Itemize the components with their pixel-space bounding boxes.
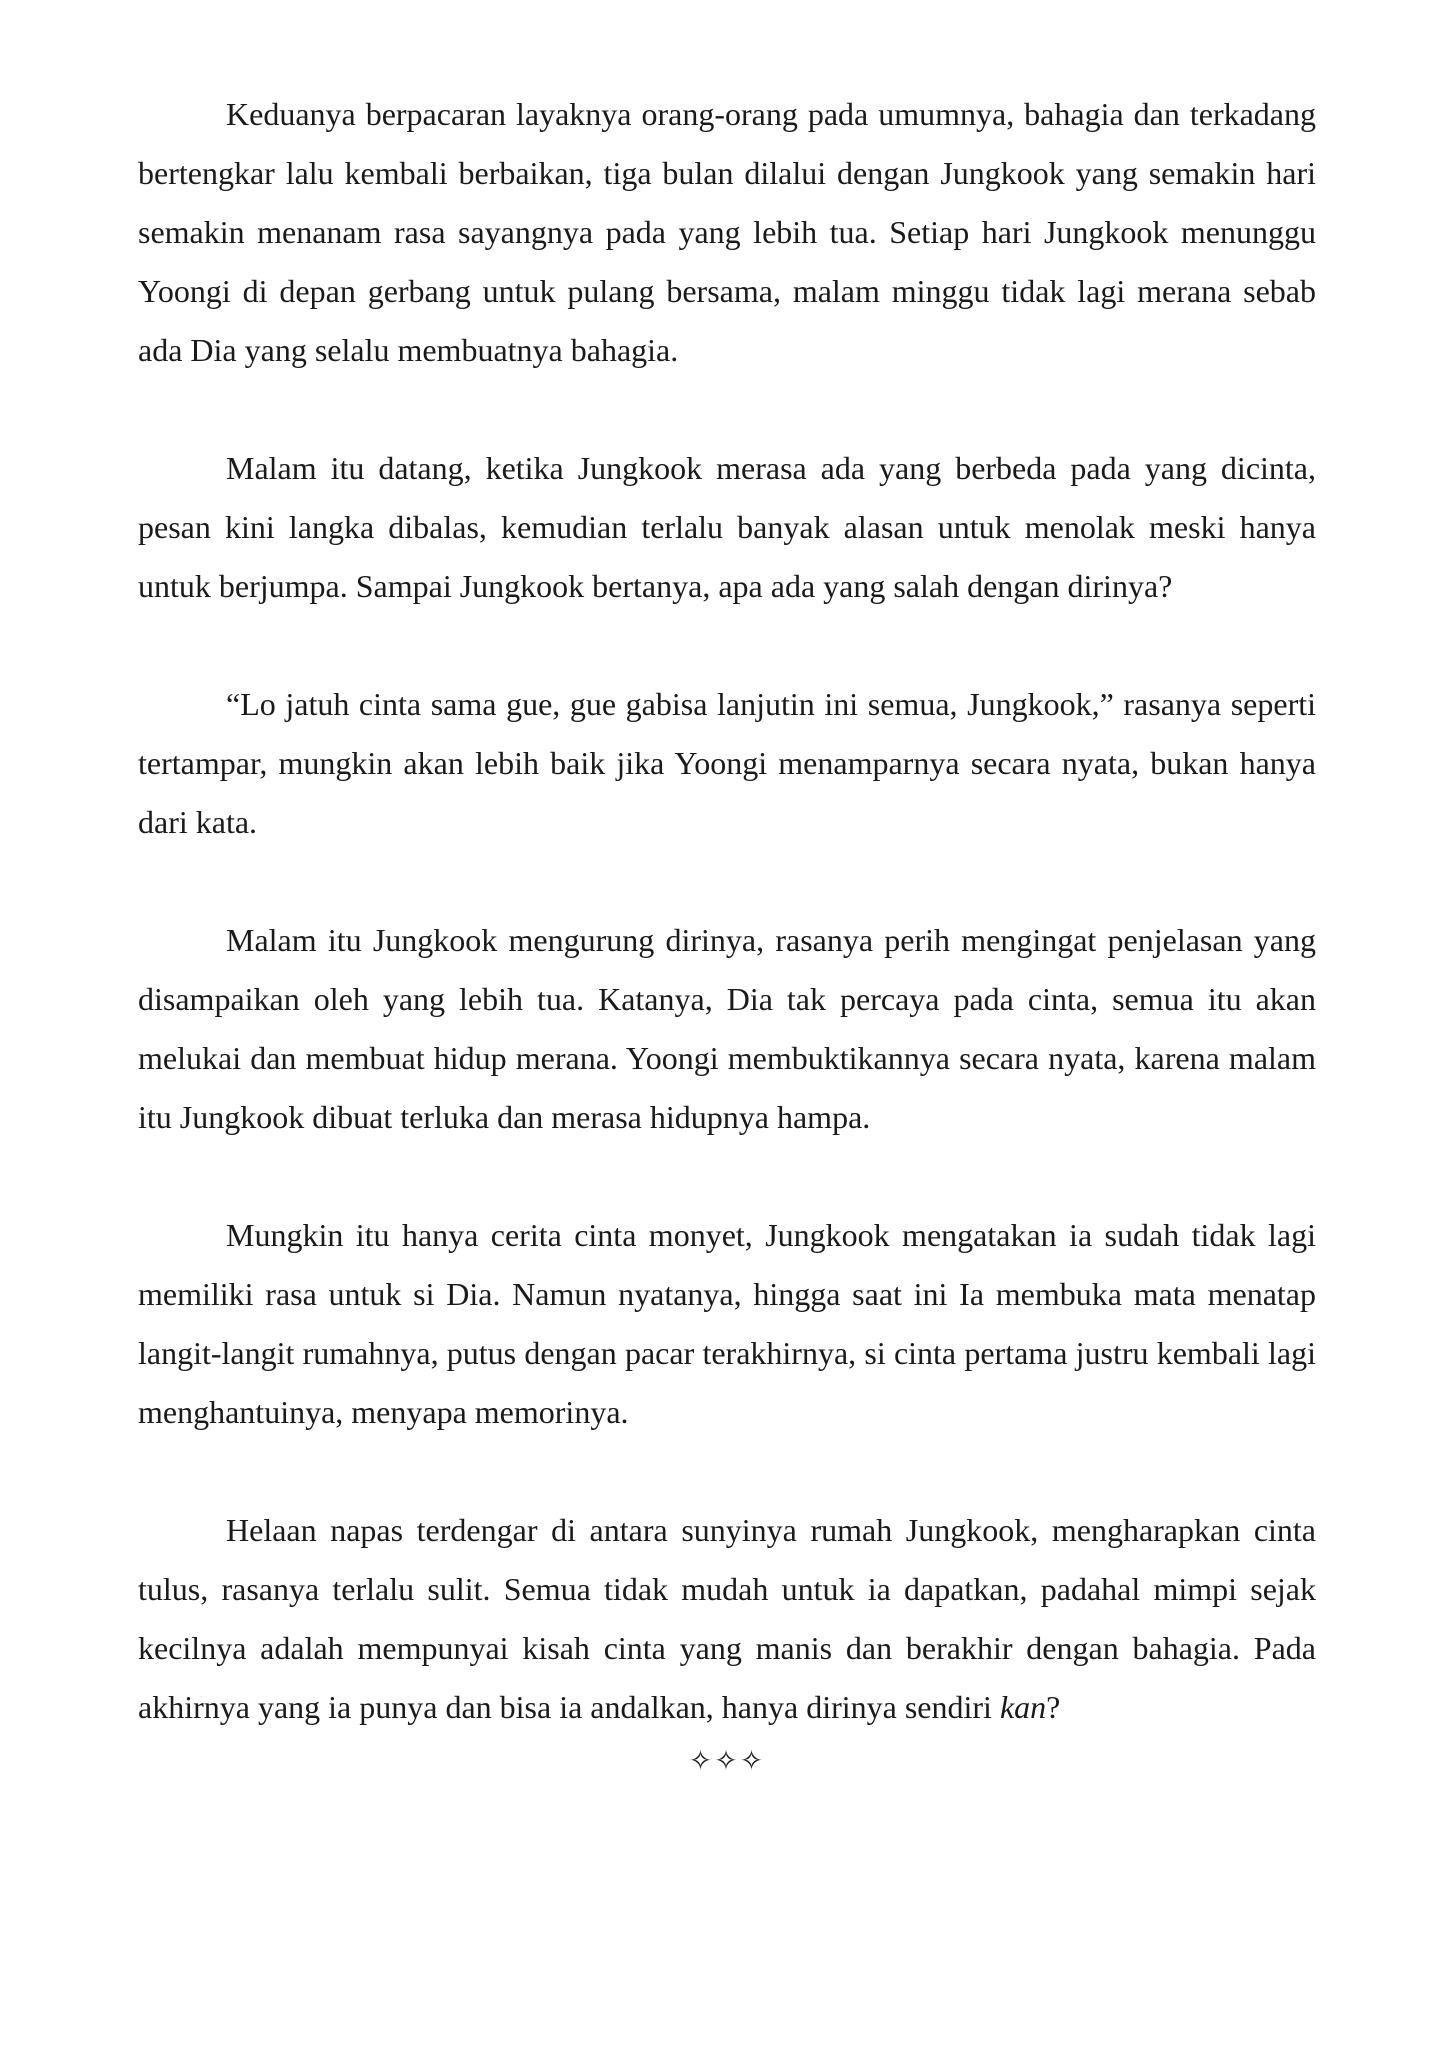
paragraph-1: Keduanya berpacaran layaknya orang-orang pada umumnya, bahagia dan terkadang bertengkar lalu kembali berbaikan, tiga bulan dilalui dengan Jungkook yang semakin hari semakin menanam rasa sayangnya pada yang lebih tua. Setiap hari Jungkook menunggu Yoongi di depan gerbang untuk pulang bersama, malam minggu tidak lagi merana sebab ada Dia yang selalu membuatnya bahagia. [138, 96, 1316, 368]
paragraph-4: Malam itu Jungkook mengurung dirinya, rasanya perih mengingat penjelasan yang disampaikan oleh yang lebih tua. Katanya, Dia tak percaya pada cinta, semua itu akan melukai dan membuat hidup merana. Yoongi membuktikannya secara nyata, karena malam itu Jungkook dibuat terluka dan merasa hidupnya hampa. [138, 922, 1316, 1135]
paragraph-6-end: ? [1046, 1689, 1061, 1725]
story-text [138, 85, 1316, 1781]
section-separator-stars: ✧✧✧ [688, 1744, 766, 1777]
paragraph-2: Malam itu datang, ketika Jungkook merasa ada yang berbeda pada yang dicinta, pesan kini langka dibalas, kemudian terlalu banyak alasan untuk menolak meski hanya untuk berjumpa. Sampai Jungkook bertanya, apa ada yang salah dengan dirinya? [138, 450, 1316, 604]
paragraph-3: “Lo jatuh cinta sama gue, gue gabisa lanjutin ini semua, Jungkook,” rasanya seperti tertampar, mungkin akan lebih baik jika Yoongi menamparnya secara nyata, bukan hanya dari kata. [138, 686, 1316, 840]
paragraph-6-main: Helaan napas terdengar di antara sunyinya rumah Jungkook, mengharapkan cinta tulus, rasanya terlalu sulit. Semua tidak mudah untuk ia dapatkan, padahal mimpi sejak kecilnya adalah mempunyai kisah cinta yang manis dan berakhir dengan bahagia. Pada akhirnya yang ia punya dan bisa ia andalkan, hanya dirinya sendiri [138, 1512, 1316, 1725]
paragraph-6-italic: kan [999, 1689, 1047, 1725]
paragraph-6 [138, 1501, 1316, 1737]
paragraph-5: Mungkin itu hanya cerita cinta monyet, Jungkook mengatakan ia sudah tidak lagi memiliki rasa untuk si Dia. Namun nyatanya, hingga saat ini Ia membuka mata menatap langit-langit rumahnya, putus dengan pacar terakhirnya, si cinta pertama justru kembali lagi menghantuinya, menyapa memorinya. [138, 1217, 1316, 1430]
